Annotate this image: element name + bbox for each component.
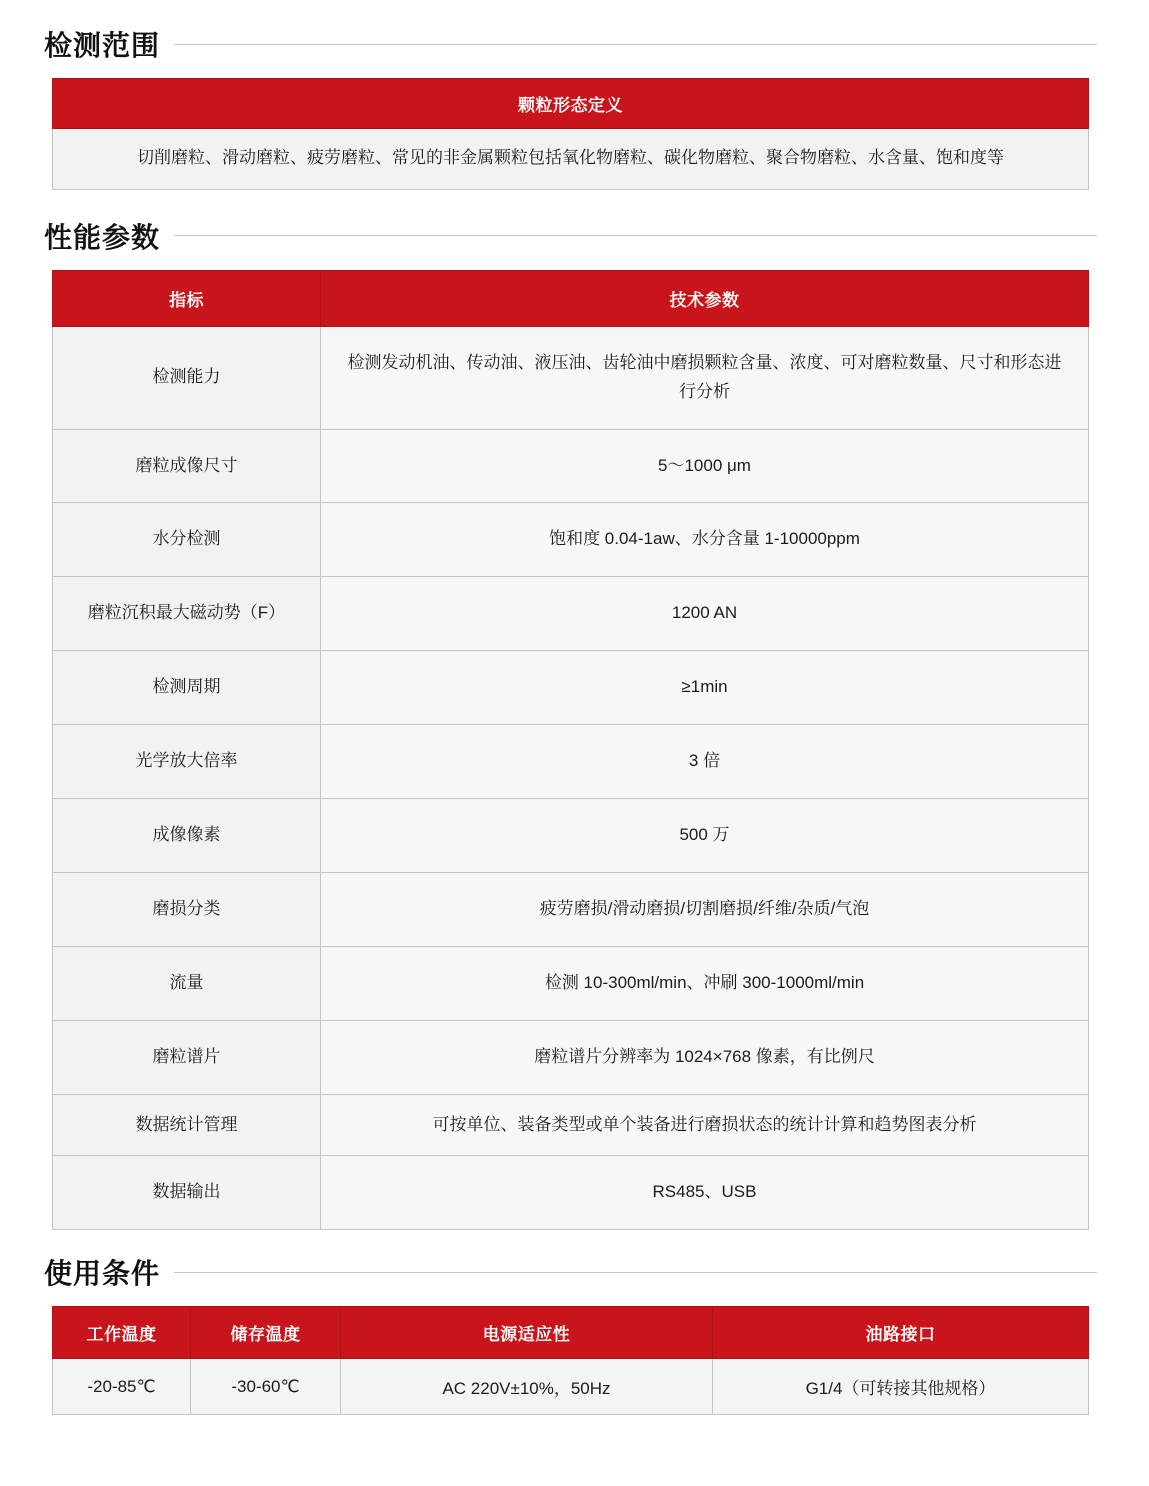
table-header-row — [53, 1307, 1089, 1359]
performance-header-metric: 指标 — [53, 270, 321, 326]
scope-table — [52, 78, 1089, 190]
table-header-row — [53, 79, 1089, 129]
row-value: 磨粒谱片分辨率为 1024×768 像素，有比例尺 — [321, 1020, 1089, 1094]
conditions-value-storage-temp: -30-60℃ — [191, 1359, 341, 1415]
row-value: 5～1000 μm — [321, 429, 1089, 503]
table-row — [53, 872, 1089, 946]
conditions-value-oil-port: G1/4（可转接其他规格） — [713, 1359, 1089, 1415]
conditions-header-working-temp: 工作温度 — [53, 1307, 191, 1359]
table-row — [53, 326, 1089, 429]
row-label: 磨粒谱片 — [53, 1020, 321, 1094]
table-row — [53, 946, 1089, 1020]
table-row — [53, 725, 1089, 799]
row-value: 1200 AN — [321, 577, 1089, 651]
table-row — [53, 1156, 1089, 1230]
row-label: 检测周期 — [53, 651, 321, 725]
row-value: 疲劳磨损/滑动磨损/切割磨损/纤维/杂质/气泡 — [321, 872, 1089, 946]
row-value: RS485、USB — [321, 1156, 1089, 1230]
performance-table — [52, 270, 1089, 1231]
scope-body-cell: 切削磨粒、滑动磨粒、疲劳磨粒、常见的非金属颗粒包括氧化物磨粒、碳化物磨粒、聚合物磨粒、水含量、饱和度等 — [53, 129, 1089, 190]
row-label: 磨粒沉积最大磁动势（F） — [53, 577, 321, 651]
table-row — [53, 651, 1089, 725]
section-title-conditions: 使用条件 — [44, 1258, 161, 1290]
conditions-value-power: AC 220V±10%，50Hz — [341, 1359, 713, 1415]
row-value: 检测发动机油、传动油、液压油、齿轮油中磨损颗粒含量、浓度、可对磨粒数量、尺寸和形态进行分析 — [321, 326, 1089, 429]
table-row — [53, 798, 1089, 872]
heading-rule — [174, 1272, 1097, 1273]
row-value: 可按单位、装备类型或单个装备进行磨损状态的统计计算和趋势图表分析 — [321, 1094, 1089, 1156]
performance-header-spec: 技术参数 — [321, 270, 1089, 326]
table-row — [53, 577, 1089, 651]
row-value: ≥1min — [321, 651, 1089, 725]
row-label: 数据输出 — [53, 1156, 321, 1230]
row-value: 500 万 — [321, 798, 1089, 872]
heading-rule — [174, 44, 1097, 45]
table-row — [53, 503, 1089, 577]
row-value: 检测 10-300ml/min、冲刷 300-1000ml/min — [321, 946, 1089, 1020]
table-row — [53, 429, 1089, 503]
conditions-value-working-temp: -20-85℃ — [53, 1359, 191, 1415]
section-heading-conditions — [44, 1252, 1097, 1292]
table-row — [53, 1359, 1089, 1415]
conditions-table-wrapper — [52, 1306, 1089, 1415]
row-label: 数据统计管理 — [53, 1094, 321, 1156]
section-title-performance: 性能参数 — [44, 221, 161, 253]
row-label: 流量 — [53, 946, 321, 1020]
table-row — [53, 1020, 1089, 1094]
row-label: 光学放大倍率 — [53, 725, 321, 799]
row-label: 水分检测 — [53, 503, 321, 577]
row-label: 检测能力 — [53, 326, 321, 429]
row-value: 饱和度 0.04-1aw、水分含量 1-10000ppm — [321, 503, 1089, 577]
scope-header-cell: 颗粒形态定义 — [53, 79, 1089, 129]
row-value: 3 倍 — [321, 725, 1089, 799]
section-title-scope: 检测范围 — [44, 30, 161, 61]
row-label: 成像像素 — [53, 798, 321, 872]
conditions-table — [52, 1306, 1089, 1415]
scope-table-wrapper — [52, 78, 1089, 190]
table-header-row — [53, 270, 1089, 326]
row-label: 磨粒成像尺寸 — [53, 429, 321, 503]
conditions-header-oil-port: 油路接口 — [713, 1307, 1089, 1359]
table-row — [53, 129, 1089, 190]
section-heading-performance — [44, 216, 1097, 256]
performance-table-wrapper — [52, 270, 1089, 1231]
row-label: 磨损分类 — [53, 872, 321, 946]
section-heading-scope — [44, 24, 1097, 64]
conditions-header-storage-temp: 储存温度 — [191, 1307, 341, 1359]
heading-rule — [174, 235, 1097, 236]
table-row — [53, 1094, 1089, 1156]
conditions-header-power: 电源适应性 — [341, 1307, 713, 1359]
